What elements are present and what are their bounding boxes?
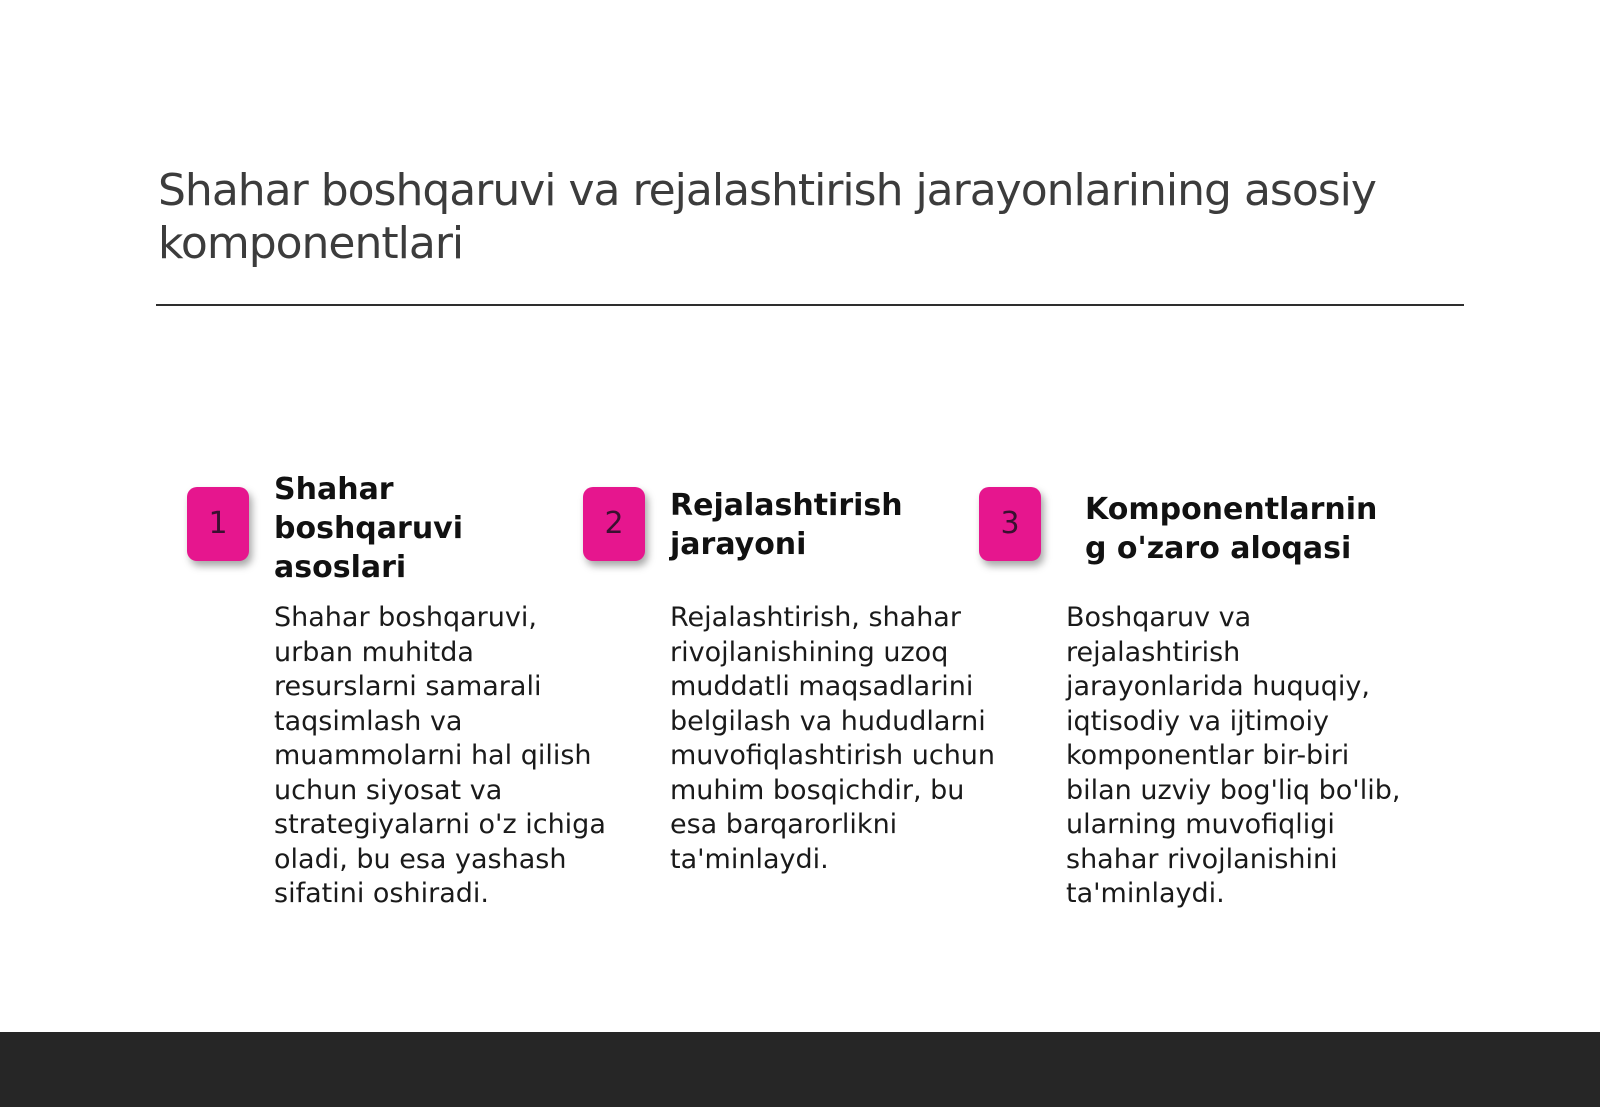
step-number-badge: 1 xyxy=(187,487,249,561)
step-heading: Rejalashtirish jarayoni xyxy=(670,488,903,562)
step-heading: Komponentlarning o'zaro aloqasi xyxy=(1085,492,1378,566)
step-heading: Shahar boshqaruvi asoslari xyxy=(274,472,464,585)
footer-band xyxy=(0,1032,1600,1107)
slide-title: Shahar boshqaruvi va rejalashtirish jarayonlarining asosiy komponentlari xyxy=(158,165,1376,269)
step-description: Shahar boshqaruvi, urban muhitda resurslarni samarali taqsimlash va muammolarni hal qilish uchun siyosat va strategiyalarni o'z ichiga oladi, bu esa yashash sifatini oshiradi. xyxy=(274,602,606,909)
title-divider xyxy=(156,304,1464,306)
step-number-badge: 3 xyxy=(979,487,1041,561)
step-description: Boshqaruv va rejalashtirish jarayonlarida huquqiy, iqtisodiy va ijtimoiy komponentlar bir-biri bilan uzviy bog'liq bo'lib, ularning muvofiqligi shahar rivojlanishini ta'minlaydi. xyxy=(1066,602,1401,909)
step-description: Rejalashtirish, shahar rivojlanishining uzoq muddatli maqsadlarini belgilash va hududlarni muvofiqlashtirish uchun muhim bosqichdir, bu esa barqarorlikni ta'minlaydi. xyxy=(670,602,996,875)
step-number-badge: 2 xyxy=(583,487,645,561)
